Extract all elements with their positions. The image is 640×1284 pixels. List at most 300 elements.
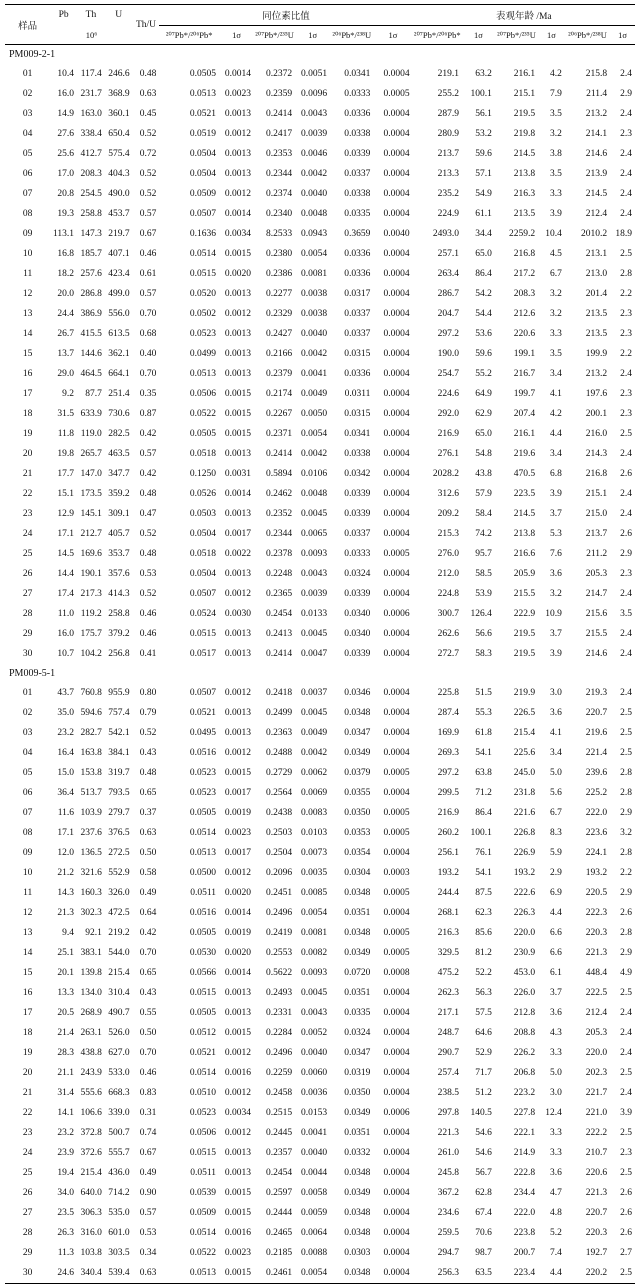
table-cell: 0.41 xyxy=(139,649,157,659)
table-cell: 263.1 xyxy=(80,1028,102,1038)
table-cell: 730.6 xyxy=(108,409,130,419)
table-cell: 0.0022 xyxy=(224,549,252,559)
table-cell: 211.2 xyxy=(586,549,608,559)
table-cell: 2.4 xyxy=(620,649,632,659)
table-cell: 0.0336 xyxy=(344,269,371,279)
table-cell: 321.6 xyxy=(80,868,102,878)
table-cell: 542.1 xyxy=(108,728,130,738)
table-cell: 0.0005 xyxy=(383,549,410,559)
table-cell: 0.2454 xyxy=(266,1168,293,1178)
table-cell: 3.5 xyxy=(549,349,562,359)
table-cell: 0.0012 xyxy=(224,129,252,139)
table-cell: 0.67 xyxy=(139,229,157,239)
table-cell: 0.2344 xyxy=(266,529,293,539)
table-cell: 2.5 xyxy=(620,1128,632,1138)
table-cell: 0.0016 xyxy=(224,1068,252,1078)
table-cell: 56.3 xyxy=(475,988,492,998)
table-cell: 312.6 xyxy=(437,489,459,499)
table-cell: 7.9 xyxy=(549,89,562,99)
table-cell: 2.3 xyxy=(620,389,632,399)
table-cell: 0.74 xyxy=(139,1128,157,1138)
table-row xyxy=(5,644,635,664)
table-cell: 4.4 xyxy=(549,429,562,439)
table-cell: 36.4 xyxy=(57,788,75,798)
table-cell: 0.72 xyxy=(139,149,157,159)
table-cell: 0.53 xyxy=(139,1228,157,1238)
table-cell: 0.0004 xyxy=(383,1168,410,1178)
table-row xyxy=(5,783,635,803)
table-cell: 453.7 xyxy=(108,209,130,219)
table-cell: 0.0342 xyxy=(344,469,371,479)
table-cell: 0.2248 xyxy=(266,569,293,579)
table-row xyxy=(5,743,635,763)
table-cell: 262.6 xyxy=(437,629,459,639)
table-cell: 0.0036 xyxy=(301,1088,328,1098)
table-cell: 43.8 xyxy=(475,469,492,479)
spot-id-cell: 15 xyxy=(22,968,33,978)
table-cell: 2.6 xyxy=(620,1208,632,1218)
table-cell: 0.0052 xyxy=(301,1028,328,1038)
table-cell: 213.2 xyxy=(585,369,608,379)
table-cell: 0.0042 xyxy=(301,748,328,758)
spot-id-cell: 15 xyxy=(22,349,33,359)
table-cell: 0.0347 xyxy=(344,728,371,738)
table-cell: 0.0004 xyxy=(383,908,410,918)
table-cell: 280.9 xyxy=(437,129,459,139)
table-cell: 0.2445 xyxy=(266,1128,293,1138)
table-cell: 0.0348 xyxy=(344,1228,371,1238)
table-cell: 0.2267 xyxy=(266,409,293,419)
table-cell: 219.8 xyxy=(513,129,536,139)
table-row xyxy=(5,863,635,883)
table-row xyxy=(5,1023,635,1043)
table-cell: 383.1 xyxy=(80,948,102,958)
table-cell: 23.2 xyxy=(57,1128,75,1138)
table-cell: 302.3 xyxy=(80,908,102,918)
table-cell: 205.3 xyxy=(585,569,608,579)
spot-id-cell: 28 xyxy=(22,609,33,619)
table-cell: 499.0 xyxy=(108,289,130,299)
table-row xyxy=(5,164,635,184)
table-cell: 0.0351 xyxy=(344,988,371,998)
table-cell: 0.0503 xyxy=(189,509,217,519)
table-cell: 0.0523 xyxy=(189,768,217,778)
table-cell: 0.0332 xyxy=(344,1148,371,1158)
table-cell: 25.1 xyxy=(57,948,75,958)
table-cell: 214.3 xyxy=(585,449,608,459)
table-cell: 0.0004 xyxy=(383,589,410,599)
table-cell: 0.0013 xyxy=(224,349,252,359)
table-cell: 0.0013 xyxy=(224,509,252,519)
table-row xyxy=(5,124,635,144)
table-cell: 223.4 xyxy=(495,1263,538,1284)
spot-id-cell: 12 xyxy=(22,908,33,918)
table-row xyxy=(5,803,635,823)
table-cell: 0.0523 xyxy=(189,329,217,339)
table-cell: 0.0004 xyxy=(383,269,410,279)
table-cell: 12.0 xyxy=(57,848,75,858)
table-cell: 668.3 xyxy=(108,1088,130,1098)
table-cell: 205.9 xyxy=(513,569,536,579)
table-cell: 0.0047 xyxy=(301,649,328,659)
table-cell: 235.2 xyxy=(437,189,459,199)
table-cell: 20.1 xyxy=(57,968,75,978)
table-cell: 407.1 xyxy=(108,249,130,259)
table-cell: 0.0521 xyxy=(189,708,217,718)
spot-id-cell: 24 xyxy=(22,529,33,539)
table-cell: 272.5 xyxy=(108,848,130,858)
table-row xyxy=(5,1143,635,1163)
table-cell: 3.7 xyxy=(549,509,562,519)
table-row xyxy=(5,1223,635,1243)
table-cell: 134.0 xyxy=(80,988,102,998)
col-ratio-206-238-sigma: 1σ xyxy=(388,30,398,40)
table-cell: 3.5 xyxy=(620,609,632,619)
table-cell: 0.0012 xyxy=(224,1128,252,1138)
table-cell: 9.2 xyxy=(62,389,75,399)
table-cell: 214.6 xyxy=(585,149,608,159)
table-cell: 215.3 xyxy=(437,529,459,539)
table-cell: 326.0 xyxy=(108,888,130,898)
table-row xyxy=(5,544,635,564)
table-row xyxy=(5,184,635,204)
table-cell: 2.3 xyxy=(620,409,632,419)
table-cell: 213.7 xyxy=(585,529,608,539)
table-cell: 640.0 xyxy=(80,1188,102,1198)
table-cell: 0.0004 xyxy=(383,189,410,199)
table-cell: 117.4 xyxy=(80,69,102,79)
table-cell: 212.7 xyxy=(80,529,102,539)
table-cell: 221.3 xyxy=(585,948,608,958)
table-cell: 0.0103 xyxy=(301,828,328,838)
table-cell: 119.2 xyxy=(80,609,102,619)
table-cell: 0.0023 xyxy=(224,89,252,99)
table-cell: 0.0020 xyxy=(224,269,252,279)
table-cell: 219.7 xyxy=(108,229,130,239)
table-cell: 100.1 xyxy=(470,828,492,838)
table-cell: 0.0013 xyxy=(224,149,252,159)
table-cell: 0.0340 xyxy=(344,629,371,639)
table-cell: 575.4 xyxy=(108,149,130,159)
table-cell: 239.6 xyxy=(585,768,608,778)
table-cell: 0.52 xyxy=(139,529,157,539)
table-cell: 59.6 xyxy=(475,149,492,159)
table-cell: 276.0 xyxy=(437,549,459,559)
table-cell: 0.2378 xyxy=(266,549,293,559)
table-cell: 52.9 xyxy=(475,1048,492,1058)
table-cell: 17.0 xyxy=(57,169,75,179)
table-cell: 223.8 xyxy=(513,1228,536,1238)
table-row xyxy=(5,1243,635,1263)
table-cell: 227.8 xyxy=(513,1108,536,1118)
table-row xyxy=(5,963,635,983)
table-cell: 3.0 xyxy=(549,688,562,698)
table-cell: 0.0017 xyxy=(224,529,252,539)
table-cell: 384.1 xyxy=(108,748,130,758)
table-cell: 0.63 xyxy=(133,1263,160,1284)
table-cell: 0.52 xyxy=(139,189,157,199)
table-cell: 17.1 xyxy=(57,529,75,539)
table-cell: 4.1 xyxy=(549,728,562,738)
table-cell: 0.0335 xyxy=(344,1008,371,1018)
table-cell: 58.5 xyxy=(475,569,492,579)
table-cell: 0.2329 xyxy=(266,309,293,319)
table-cell: 197.6 xyxy=(585,389,608,399)
table-cell: 0.0324 xyxy=(344,569,371,579)
table-cell: 0.0353 xyxy=(344,828,371,838)
table-cell: 0.2414 xyxy=(266,109,293,119)
table-cell: 11.0 xyxy=(57,609,75,619)
table-row xyxy=(5,584,635,604)
table-cell: 19.4 xyxy=(57,1168,75,1178)
table-cell: 310.4 xyxy=(108,988,130,998)
table-cell: 163.0 xyxy=(80,109,102,119)
table-cell: 0.0566 xyxy=(189,968,217,978)
table-cell: 338.4 xyxy=(80,129,102,139)
table-cell: 212.0 xyxy=(437,569,459,579)
table-cell: 2.4 xyxy=(620,1048,632,1058)
spot-id-cell: 20 xyxy=(22,449,33,459)
table-row xyxy=(5,1003,635,1023)
section-header xyxy=(5,45,635,65)
table-cell: 222.6 xyxy=(513,888,536,898)
table-cell: 555.7 xyxy=(108,1148,130,1158)
table-cell: 2.4 xyxy=(620,169,632,179)
table-cell: 224.1 xyxy=(585,848,608,858)
table-cell: 0.52 xyxy=(139,728,157,738)
table-cell: 2.5 xyxy=(620,429,632,439)
table-cell: 0.0514 xyxy=(189,828,217,838)
table-cell: 211.4 xyxy=(586,89,608,99)
table-cell: 0.0004 xyxy=(383,1048,410,1058)
table-cell: 0.0013 xyxy=(224,1008,252,1018)
table-cell: 219.9 xyxy=(513,688,536,698)
table-cell: 0.0081 xyxy=(301,928,328,938)
table-row xyxy=(5,264,635,284)
table-cell: 0.0005 xyxy=(383,928,410,938)
table-cell: 0.0093 xyxy=(301,549,328,559)
table-cell: 0.0004 xyxy=(383,129,410,139)
table-cell: 290.7 xyxy=(437,1048,459,1058)
table-cell: 0.0037 xyxy=(301,688,328,698)
table-cell: 215.4 xyxy=(513,728,536,738)
table-cell: 0.2359 xyxy=(266,89,293,99)
table-cell: 286.8 xyxy=(80,289,102,299)
table-cell: 533.0 xyxy=(108,1068,130,1078)
table-cell: 0.0004 xyxy=(383,1028,410,1038)
table-cell: 613.5 xyxy=(108,329,130,339)
table-cell: 2.8 xyxy=(620,788,632,798)
table-cell: 0.0518 xyxy=(189,449,217,459)
table-cell: 3.5 xyxy=(549,109,562,119)
table-cell: 0.2414 xyxy=(266,649,293,659)
table-cell: 160.3 xyxy=(80,888,102,898)
table-cell: 74.2 xyxy=(475,529,492,539)
table-cell: 21.3 xyxy=(57,908,75,918)
table-cell: 222.2 xyxy=(585,1128,608,1138)
table-cell: 0.0023 xyxy=(224,1248,252,1258)
table-cell: 0.52 xyxy=(139,129,157,139)
table-cell: 7.4 xyxy=(549,1248,562,1258)
table-cell: 223.5 xyxy=(513,489,536,499)
table-row xyxy=(5,244,635,264)
table-cell: 175.7 xyxy=(80,629,102,639)
table-cell: 0.0521 xyxy=(189,109,217,119)
table-cell: 286.7 xyxy=(437,289,459,299)
table-row xyxy=(5,384,635,404)
table-cell: 0.0505 xyxy=(189,69,217,79)
table-row xyxy=(5,104,635,124)
table-cell: 0.0346 xyxy=(344,688,371,698)
spot-id-cell: 27 xyxy=(22,1208,33,1218)
table-cell: 0.68 xyxy=(139,329,157,339)
table-cell: 61.8 xyxy=(475,728,492,738)
table-cell: 2.5 xyxy=(620,728,632,738)
table-cell: 212.4 xyxy=(585,209,608,219)
table-cell: 0.0003 xyxy=(383,868,410,878)
table-cell: 0.0336 xyxy=(344,109,371,119)
table-cell: 0.2503 xyxy=(266,828,293,838)
table-cell: 199.1 xyxy=(513,349,536,359)
table-cell: 357.6 xyxy=(108,569,130,579)
table-cell: 0.0054 xyxy=(301,908,328,918)
table-cell: 4.2 xyxy=(549,69,562,79)
table-cell: 2.8 xyxy=(620,269,632,279)
table-cell: 2.2 xyxy=(620,868,632,878)
table-cell: 0.0526 xyxy=(189,489,217,499)
table-cell: 13.3 xyxy=(57,988,75,998)
table-cell: 213.1 xyxy=(585,249,608,259)
table-cell: 3.6 xyxy=(549,708,562,718)
table-cell: 219.5 xyxy=(513,629,536,639)
table-cell: 222.1 xyxy=(513,1128,536,1138)
table-cell: 0.0106 xyxy=(301,469,328,479)
table-cell: 222.3 xyxy=(585,908,608,918)
table-cell: 0.0004 xyxy=(383,688,410,698)
table-cell: 54.4 xyxy=(475,309,492,319)
table-cell: 0.0004 xyxy=(383,649,410,659)
apparent-age-group: 表观年龄 /Ma xyxy=(413,5,635,26)
table-cell: 0.0336 xyxy=(344,249,371,259)
table-cell: 3.3 xyxy=(549,329,562,339)
table-cell: 3.9 xyxy=(549,649,562,659)
spot-id-cell: 03 xyxy=(22,109,33,119)
table-cell: 9.4 xyxy=(62,928,75,938)
table-cell: 0.2344 xyxy=(266,169,293,179)
table-cell: 6.1 xyxy=(549,968,562,978)
table-cell: 535.0 xyxy=(108,1208,130,1218)
spot-id-cell: 25 xyxy=(22,549,33,559)
table-cell: 0.0017 xyxy=(224,788,252,798)
table-cell: 0.0304 xyxy=(344,868,371,878)
table-cell: 0.0013 xyxy=(224,369,252,379)
table-cell: 0.0333 xyxy=(344,89,371,99)
table-cell: 2.6 xyxy=(620,529,632,539)
spot-id-cell: 01 xyxy=(22,69,33,79)
table-cell: 224.6 xyxy=(437,389,459,399)
spot-id-cell: 02 xyxy=(22,708,33,718)
col-ratio-207-235: ²⁰⁷Pb*/²³⁵U xyxy=(255,29,294,40)
table-cell: 0.70 xyxy=(139,1048,157,1058)
table-cell: 215.1 xyxy=(513,89,536,99)
table-cell: 0.87 xyxy=(139,409,157,419)
table-cell: 215.6 xyxy=(585,609,608,619)
table-cell: 6.7 xyxy=(549,269,562,279)
spot-id-cell: 04 xyxy=(22,748,33,758)
table-cell: 0.2374 xyxy=(266,189,293,199)
table-cell: 0.0509 xyxy=(189,1208,217,1218)
table-cell: 51.2 xyxy=(475,1088,492,1098)
spot-id-cell: 05 xyxy=(22,149,33,159)
table-cell: 15.0 xyxy=(57,768,75,778)
table-cell: 0.2417 xyxy=(266,129,293,139)
table-cell: 2.6 xyxy=(620,1188,632,1198)
table-cell: 0.0059 xyxy=(301,1208,328,1218)
table-row xyxy=(5,883,635,903)
table-cell: 0.0349 xyxy=(344,1188,371,1198)
table-cell: 0.0133 xyxy=(301,609,328,619)
table-cell: 297.2 xyxy=(437,768,459,778)
table-cell: 201.4 xyxy=(585,289,608,299)
table-cell: 0.55 xyxy=(139,1008,157,1018)
table-cell: 86.4 xyxy=(475,808,492,818)
table-cell: 2259.2 xyxy=(508,229,536,239)
table-cell: 386.9 xyxy=(80,309,102,319)
table-cell: 225.6 xyxy=(513,748,536,758)
table-cell: 217.3 xyxy=(80,589,102,599)
table-cell: 0.0042 xyxy=(301,169,328,179)
table-cell: 2028.2 xyxy=(432,469,459,479)
table-cell: 2.4 xyxy=(620,589,632,599)
table-cell: 0.0013 xyxy=(224,1148,252,1158)
table-cell: 61.1 xyxy=(475,209,492,219)
table-cell: 217.1 xyxy=(437,1008,459,1018)
table-cell: 0.2363 xyxy=(266,728,293,738)
col-age-206-238: ²⁰⁶Pb*/²³⁸U xyxy=(568,29,607,40)
table-row xyxy=(5,843,635,863)
table-cell: 539.4 xyxy=(105,1263,133,1284)
table-cell: 0.2357 xyxy=(266,1148,293,1158)
table-cell: 0.0513 xyxy=(189,369,217,379)
table-cell: 202.3 xyxy=(585,1068,608,1078)
table-cell: 144.6 xyxy=(80,349,102,359)
table-cell: 0.0013 xyxy=(224,289,252,299)
table-cell: 0.0004 xyxy=(383,469,410,479)
table-cell: 0.0012 xyxy=(224,688,252,698)
table-cell: 210.7 xyxy=(585,1148,608,1158)
table-cell: 63.2 xyxy=(475,69,492,79)
table-cell: 81.2 xyxy=(475,948,492,958)
table-cell: 292.0 xyxy=(437,409,459,419)
table-cell: 0.79 xyxy=(139,708,157,718)
table-cell: 43.7 xyxy=(57,688,75,698)
table-cell: 220.0 xyxy=(585,1048,608,1058)
table-cell: 0.1250 xyxy=(189,469,217,479)
table-cell: 2.4 xyxy=(620,109,632,119)
table-cell: 234.4 xyxy=(513,1188,536,1198)
table-cell: 0.0004 xyxy=(383,1008,410,1018)
table-cell: 0.0030 xyxy=(224,609,252,619)
table-cell: 54.9 xyxy=(475,189,492,199)
table-cell: 0.0023 xyxy=(224,828,252,838)
table-cell: 0.52 xyxy=(139,589,157,599)
table-cell: 0.0040 xyxy=(301,329,328,339)
spot-id-cell: 09 xyxy=(22,229,33,239)
table-cell: 0.0004 xyxy=(383,409,410,419)
spot-id-cell: 21 xyxy=(22,1088,33,1098)
table-cell: 0.0523 xyxy=(189,1108,217,1118)
table-cell: 633.9 xyxy=(80,409,102,419)
